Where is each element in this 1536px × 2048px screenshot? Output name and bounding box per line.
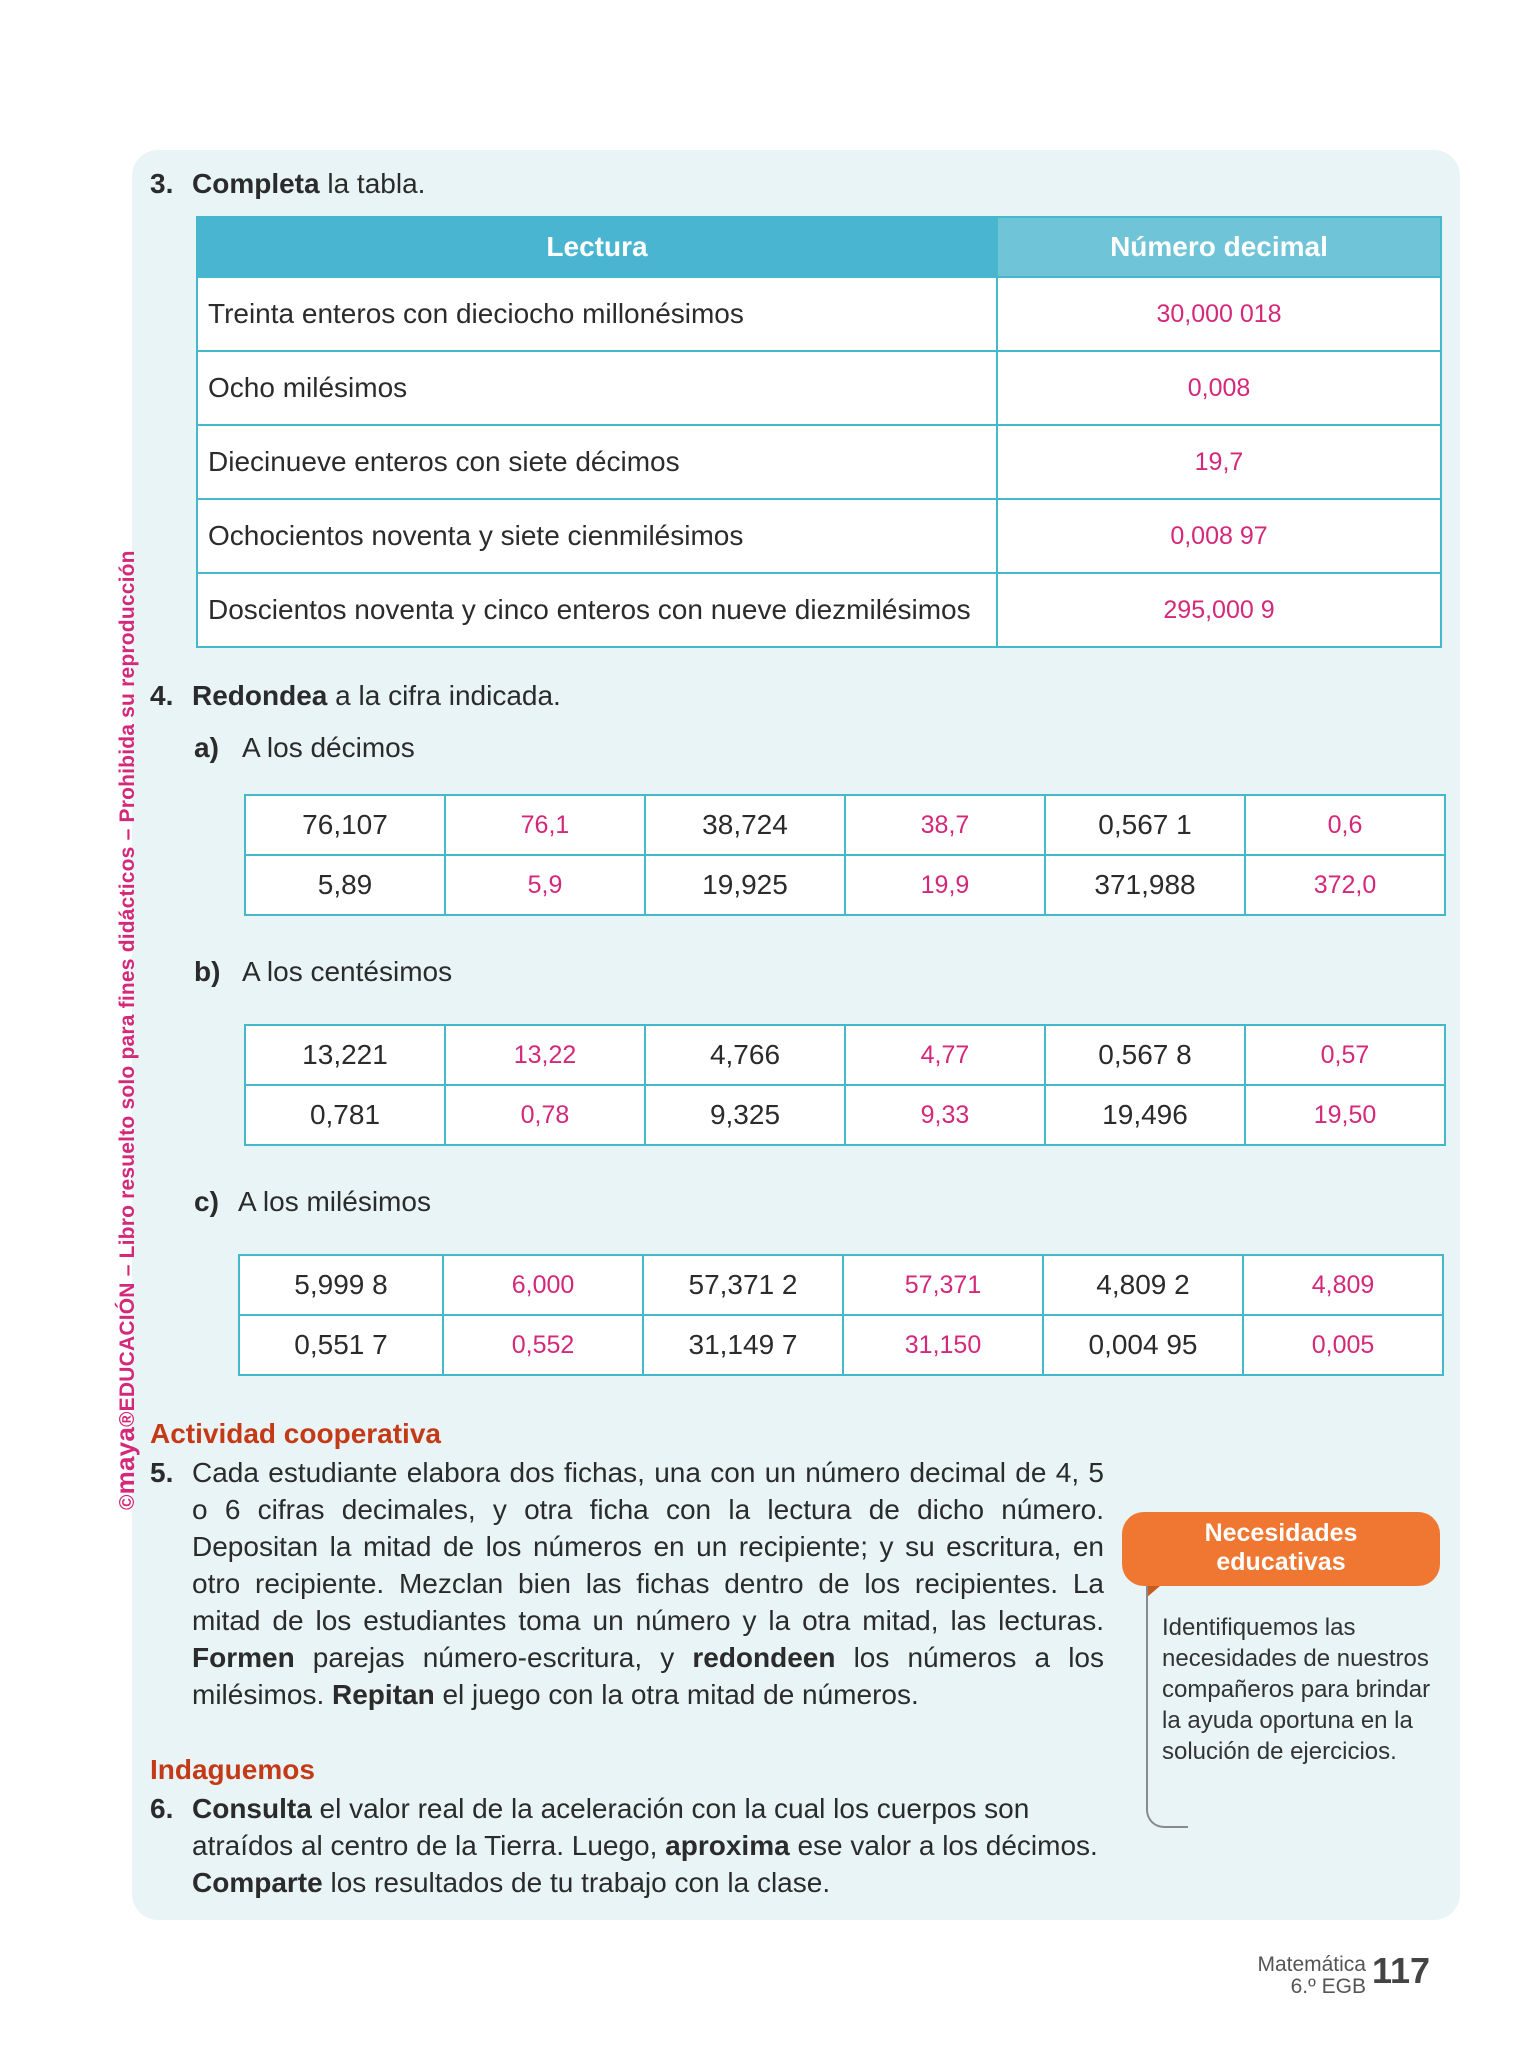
copyright-text: EDUCACIÓN – Libro resuelto solo para fines didácticos – Prohibida su reproducción (116, 550, 139, 1412)
needs-title-line: Necesidades (1204, 1519, 1358, 1547)
answer-cell: 38,7 (845, 795, 1045, 855)
table-row (245, 1085, 1445, 1145)
bold-verb: Consulta (192, 1793, 312, 1824)
text-part: ese valor a los décimos. (789, 1830, 1098, 1861)
number-cell: 9,325 (645, 1085, 845, 1145)
number-cell: 38,724 (645, 795, 845, 855)
question-verb: Redondea (192, 680, 328, 711)
header-decimal: Número decimal (997, 217, 1441, 277)
needs-text: Identifiquemos las necesidades de nuestros compañeros para brindar la ayuda oportuna en la solución de ejercicios. (1162, 1614, 1431, 1765)
question-4-title (150, 680, 561, 712)
number-cell: 0,004 95 (1043, 1315, 1243, 1375)
question-5 (150, 1454, 1104, 1713)
table-row (245, 855, 1445, 915)
number-cell: 13,221 (245, 1025, 445, 1085)
answer-cell: 0,6 (1245, 795, 1445, 855)
rounding-table-c (238, 1254, 1444, 1376)
number-cell: 5,89 (245, 855, 445, 915)
number-cell: 0,551 7 (239, 1315, 443, 1375)
reading-cell: Ochocientos noventa y siete cienmilésimos (197, 499, 997, 573)
answer-cell: 19,7 (997, 425, 1441, 499)
answer-cell: 0,008 (997, 351, 1441, 425)
question-text: la tabla. (319, 168, 426, 199)
table-row (197, 573, 1441, 647)
number-cell: 0,567 8 (1045, 1025, 1245, 1085)
reading-cell: Doscientos noventa y cinco enteros con nueve diezmilésimos (197, 573, 997, 647)
answer-cell: 372,0 (1245, 855, 1445, 915)
question-3-title (150, 168, 425, 200)
answer-cell: 0,552 (443, 1315, 643, 1375)
answer-cell: 0,008 97 (997, 499, 1441, 573)
header-reading: Lectura (197, 217, 997, 277)
text-part: parejas número-escritura, y (294, 1642, 693, 1673)
table-row (197, 277, 1441, 351)
number-cell: 0,781 (245, 1085, 445, 1145)
answer-cell: 19,9 (845, 855, 1045, 915)
subquestion-label: A los centésimos (242, 956, 453, 987)
cooperative-heading: Actividad cooperativa (150, 1418, 441, 1449)
copyright-sidebar (110, 550, 140, 1510)
bold-verb: Comparte (192, 1867, 323, 1898)
question-6-body (192, 1790, 1104, 1901)
rounding-table-a (244, 794, 1446, 916)
reading-table (196, 216, 1442, 648)
page-number: 117 (1372, 1950, 1431, 1991)
number-cell: 371,988 (1045, 855, 1245, 915)
question-number: 4. (150, 680, 174, 711)
needs-title-line: educativas (1216, 1548, 1346, 1576)
number-cell: 0,567 1 (1045, 795, 1245, 855)
reading-cell: Treinta enteros con dieciocho millonésimos (197, 277, 997, 351)
bold-verb: Formen (192, 1642, 295, 1673)
table-row (245, 1025, 1445, 1085)
question-6 (150, 1790, 1104, 1901)
text-part: los números a los milésimos. (192, 1642, 1104, 1710)
question-5-body (192, 1454, 1104, 1713)
answer-cell: 0,57 (1245, 1025, 1445, 1085)
answer-cell: 295,000 9 (997, 573, 1441, 647)
question-text: a la cifra indicada. (327, 680, 561, 711)
subject-name: Matemática (1257, 1953, 1366, 1976)
rounding-table-b (244, 1024, 1446, 1146)
answer-cell: 4,77 (845, 1025, 1045, 1085)
subquestion-letter: c) (194, 1186, 219, 1217)
answer-cell: 6,000 (443, 1255, 643, 1315)
research-heading: Indaguemos (150, 1754, 315, 1785)
number-cell: 76,107 (245, 795, 445, 855)
copyright-symbol: © (116, 1494, 139, 1510)
number-cell: 19,925 (645, 855, 845, 915)
answer-cell: 5,9 (445, 855, 645, 915)
table-row (245, 795, 1445, 855)
bold-verb: aproxima (665, 1830, 790, 1861)
answer-cell: 0,78 (445, 1085, 645, 1145)
question-verb: Completa (192, 168, 320, 199)
grade-label: 6.º EGB (1290, 1975, 1366, 1998)
table-row (239, 1315, 1443, 1375)
number-cell: 5,999 8 (239, 1255, 443, 1315)
subquestion-c (194, 1186, 431, 1218)
question-number: 3. (150, 168, 174, 199)
table-row (197, 499, 1441, 573)
number-cell: 4,766 (645, 1025, 845, 1085)
bold-verb: redondeen (692, 1642, 836, 1673)
subquestion-a (194, 732, 415, 764)
bold-verb: Repitan (332, 1679, 435, 1710)
registered-symbol: ® (116, 1411, 139, 1427)
table-row (197, 425, 1441, 499)
answer-cell: 31,150 (843, 1315, 1043, 1375)
answer-cell: 9,33 (845, 1085, 1045, 1145)
number-cell: 31,149 7 (643, 1315, 843, 1375)
text-part: los resultados de tu trabajo con la clase. (322, 1867, 831, 1898)
number-cell: 57,371 2 (643, 1255, 843, 1315)
subquestion-b (194, 956, 452, 988)
answer-cell: 13,22 (445, 1025, 645, 1085)
brand-logo: maya (110, 1427, 140, 1495)
answer-cell: 57,371 (843, 1255, 1043, 1315)
subquestion-letter: b) (194, 956, 221, 987)
answer-cell: 19,50 (1245, 1085, 1445, 1145)
table-row (197, 351, 1441, 425)
answer-cell: 0,005 (1243, 1315, 1443, 1375)
reading-cell: Diecinueve enteros con siete décimos (197, 425, 997, 499)
text-part: el juego con la otra mitad de números. (434, 1679, 919, 1710)
text-part: el valor real de la aceleración con la cual los cuerpos son atraídos al centro de la Tierra. Luego, (192, 1793, 1030, 1861)
needs-title-box (1122, 1512, 1440, 1586)
text-part: Cada estudiante elabora dos fichas, una con un número decimal de 4, 5 o 6 cifras decimales, y otra ficha con la lectura de dicho número. Depositan la mitad de los números en un recipiente; y su escritura, en otro recipiente. Mezclan bien las fichas dentro de los recipientes. La mitad de los estudiantes toma un número y la otra mitad, las lecturas. (192, 1457, 1104, 1636)
answer-cell: 4,809 (1243, 1255, 1443, 1315)
subquestion-label: A los décimos (242, 732, 415, 763)
table-row (239, 1255, 1443, 1315)
subquestion-label: A los milésimos (238, 1186, 431, 1217)
question-number: 6. (150, 1793, 174, 1824)
answer-cell: 76,1 (445, 795, 645, 855)
question-number: 5. (150, 1457, 174, 1488)
number-cell: 4,809 2 (1043, 1255, 1243, 1315)
answer-cell: 30,000 018 (997, 277, 1441, 351)
number-cell: 19,496 (1045, 1085, 1245, 1145)
footer-subject (1257, 1954, 1366, 1998)
reading-cell: Ocho milésimos (197, 351, 997, 425)
subquestion-letter: a) (194, 732, 219, 763)
table-header-row (197, 217, 1441, 277)
